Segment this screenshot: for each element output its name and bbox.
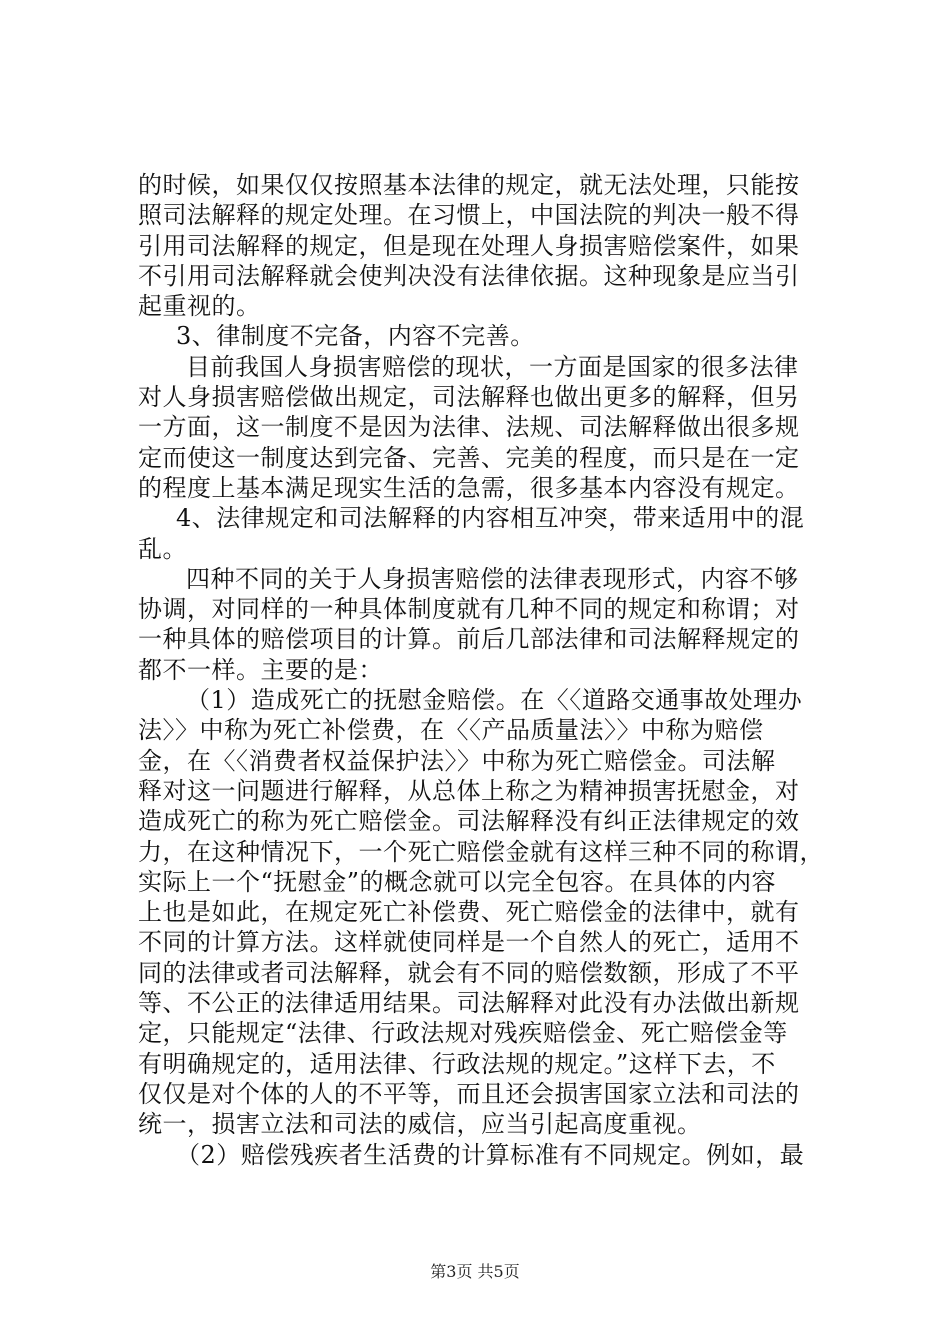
page-footer: 第3页 共5页 xyxy=(430,1262,520,1281)
text-line: 四种不同的关于人身损害赔偿的法律表现形式，内容不够 xyxy=(186,564,799,593)
text-line: 引用司法解释的规定，但是现在处理人身损害赔偿案件，如果 xyxy=(138,231,800,260)
text-line: 同的法律或者司法解释，就会有不同的赔偿数额，形成了不平 xyxy=(138,958,800,987)
text-line: 对人身损害赔偿做出规定，司法解释也做出更多的解释，但另 xyxy=(138,383,800,412)
text-line: 造成死亡的称为死亡赔偿金。司法解释没有纠正法律规定的效 xyxy=(138,807,800,836)
text-line: 定，只能规定“法律、行政法规对残疾赔偿金、死亡赔偿金等 xyxy=(138,1019,788,1048)
text-line: （2）赔偿残疾者生活费的计算标准有不同规定。例如，最 xyxy=(176,1140,805,1169)
text-line: 释对这一问题进行解释，从总体上称之为精神损害抚慰金，对 xyxy=(138,776,800,805)
text-line: 一方面，这一制度不是因为法律、法规、司法解释做出很多规 xyxy=(138,413,800,442)
text-line: 不引用司法解释就会使判决没有法律依据。这种现象是应当引 xyxy=(138,261,800,290)
text-line: 有明确规定的，适用法律、行政法规的规定。”这样下去，不 xyxy=(138,1049,776,1078)
text-line: 的时候，如果仅仅按照基本法律的规定，就无法处理，只能按 xyxy=(138,171,800,199)
text-line: 起重视的。 xyxy=(138,292,261,321)
text-line: 4、法律规定和司法解释的内容相互冲突，带来适用中的混 xyxy=(176,504,805,533)
text-line: 乱。 xyxy=(138,534,187,563)
text-line: 定而使这一制度达到完备、完善、完美的程度，而只是在一定 xyxy=(138,443,800,472)
text-line: 3、律制度不完备，内容不完善。 xyxy=(176,322,535,351)
text-line: 实际上一个“抚慰金”的概念就可以完全包容。在具体的内容 xyxy=(138,867,777,896)
text-line: 目前我国人身损害赔偿的现状，一方面是国家的很多法律 xyxy=(186,352,799,381)
text-line: 协调，对同样的一种具体制度就有几种不同的规定和称谓；对 xyxy=(138,595,800,624)
text-line: 力，在这种情况下，一个死亡赔偿金就有这样三种不同的称谓， xyxy=(138,837,824,866)
text-line: 的程度上基本满足现实生活的急需，很多基本内容没有规定。 xyxy=(138,473,800,502)
text-line: 不同的计算方法。这样就使同样是一个自然人的死亡，适用不 xyxy=(138,928,800,957)
text-line: 等、不公正的法律适用结果。司法解释对此没有办法做出新规 xyxy=(138,989,800,1018)
text-line: 都不一样。主要的是： xyxy=(138,655,383,684)
text-line: 上也是如此，在规定死亡补偿费、死亡赔偿金的法律中，就有 xyxy=(138,898,800,927)
text-line: 仅仅是对个体的人的不平等，而且还会损害国家立法和司法的 xyxy=(138,1079,800,1108)
text-line: 金，在〈〈消费者权益保护法〉〉中称为死亡赔偿金。司法解 xyxy=(138,746,776,775)
text-line: 一种具体的赔偿项目的计算。前后几部法律和司法解释规定的 xyxy=(138,625,800,654)
text-line: （1）造成死亡的抚慰金赔偿。在〈〈道路交通事故处理办 xyxy=(186,686,803,715)
text-line: 照司法解释的规定处理。在习惯上，中国法院的判决一般不得 xyxy=(138,201,800,230)
text-line: 统一，损害立法和司法的威信，应当引起高度重视。 xyxy=(138,1110,702,1139)
document-body xyxy=(138,170,838,1170)
text-line: 法〉〉中称为死亡补偿费，在〈〈产品质量法〉〉中称为赔偿 xyxy=(138,716,764,745)
